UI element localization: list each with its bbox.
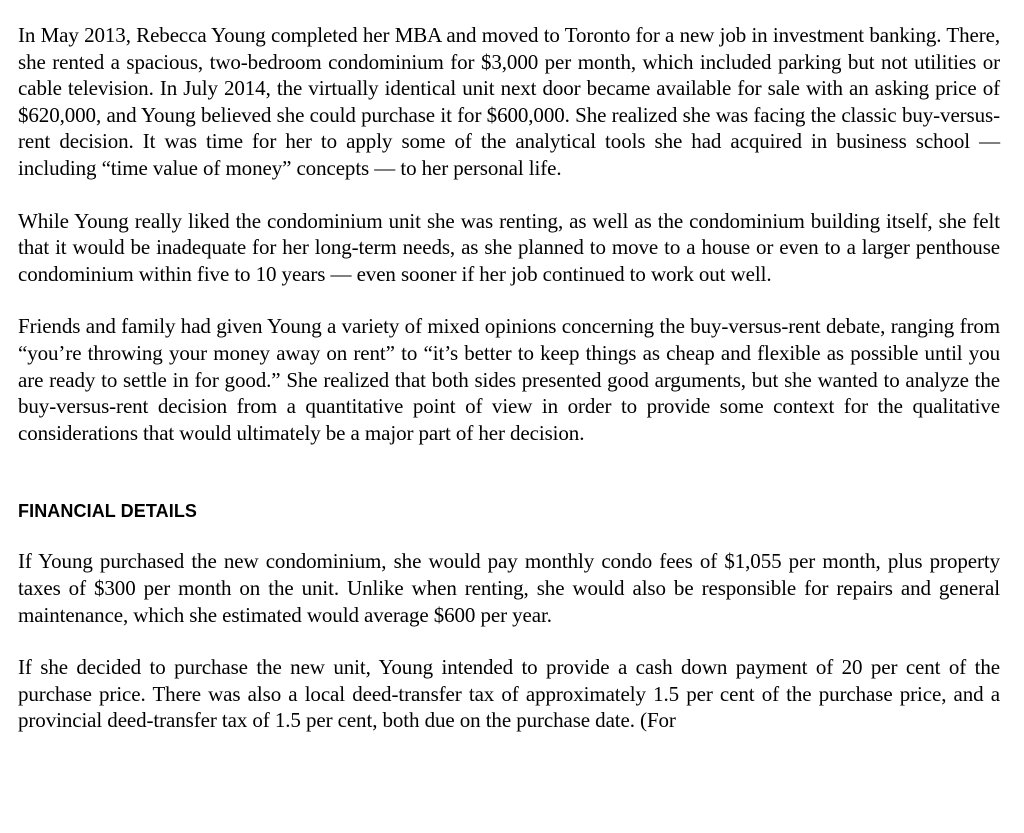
paragraph-down-payment: If she decided to purchase the new unit, Young intended to provide a cash down payment of 20 per cent of the purchase price. There was also a local deed-transfer tax of approximately 1.5 per cent of the purchase price, and a provincial deed-transfer tax of 1.5 per cent, both due on the purchase date. (For [18, 655, 1000, 733]
paragraph-condo-costs: If Young purchased the new condominium, she would pay monthly condo fees of $1,055 per month, plus property taxes of $300 per month on the unit. Unlike when renting, she would also be responsible for repairs and general maintenance, which she estimated would average $600 per year. [18, 549, 1000, 627]
section-heading-financial-details: FINANCIAL DETAILS [18, 501, 198, 522]
paragraph-opinions: Friends and family had given Young a variety of mixed opinions concerning the buy-versus-rent debate, ranging from “you’re throwing your money away on rent” to “it’s better to keep things as cheap and flexible as possible until you are ready to settle in for good.” She realized that both sides presented good arguments, but she wanted to analyze the buy-versus-rent decision from a quantitative point of view in order to provide some context for the qualitative considerations that would ultimately be a major part of her decision. [18, 314, 1000, 445]
paragraph-long-term-needs: While Young really liked the condominium unit she was renting, as well as the condominium building itself, she felt that it would be inadequate for her long-term needs, as she planned to move to a house or even to a larger penthouse condominium within five to 10 years — even sooner if her job continued to work out well. [18, 208, 1000, 286]
paragraph-intro: In May 2013, Rebecca Young completed her MBA and moved to Toronto for a new job in investment banking. There, she rented a spacious, two-bedroom condominium for $3,000 per month, which included parking but not utilities or cable television. In July 2014, the virtually identical unit next door became available for sale with an asking price of $620,000, and Young believed she could purchase it for $600,000. She realized she was facing the classic buy-versus-rent decision. It was time for her to apply some of the analytical tools she had acquired in business school — including “time value of money” concepts — to her personal life. [18, 23, 1000, 180]
document-page [18, 22, 1000, 760]
